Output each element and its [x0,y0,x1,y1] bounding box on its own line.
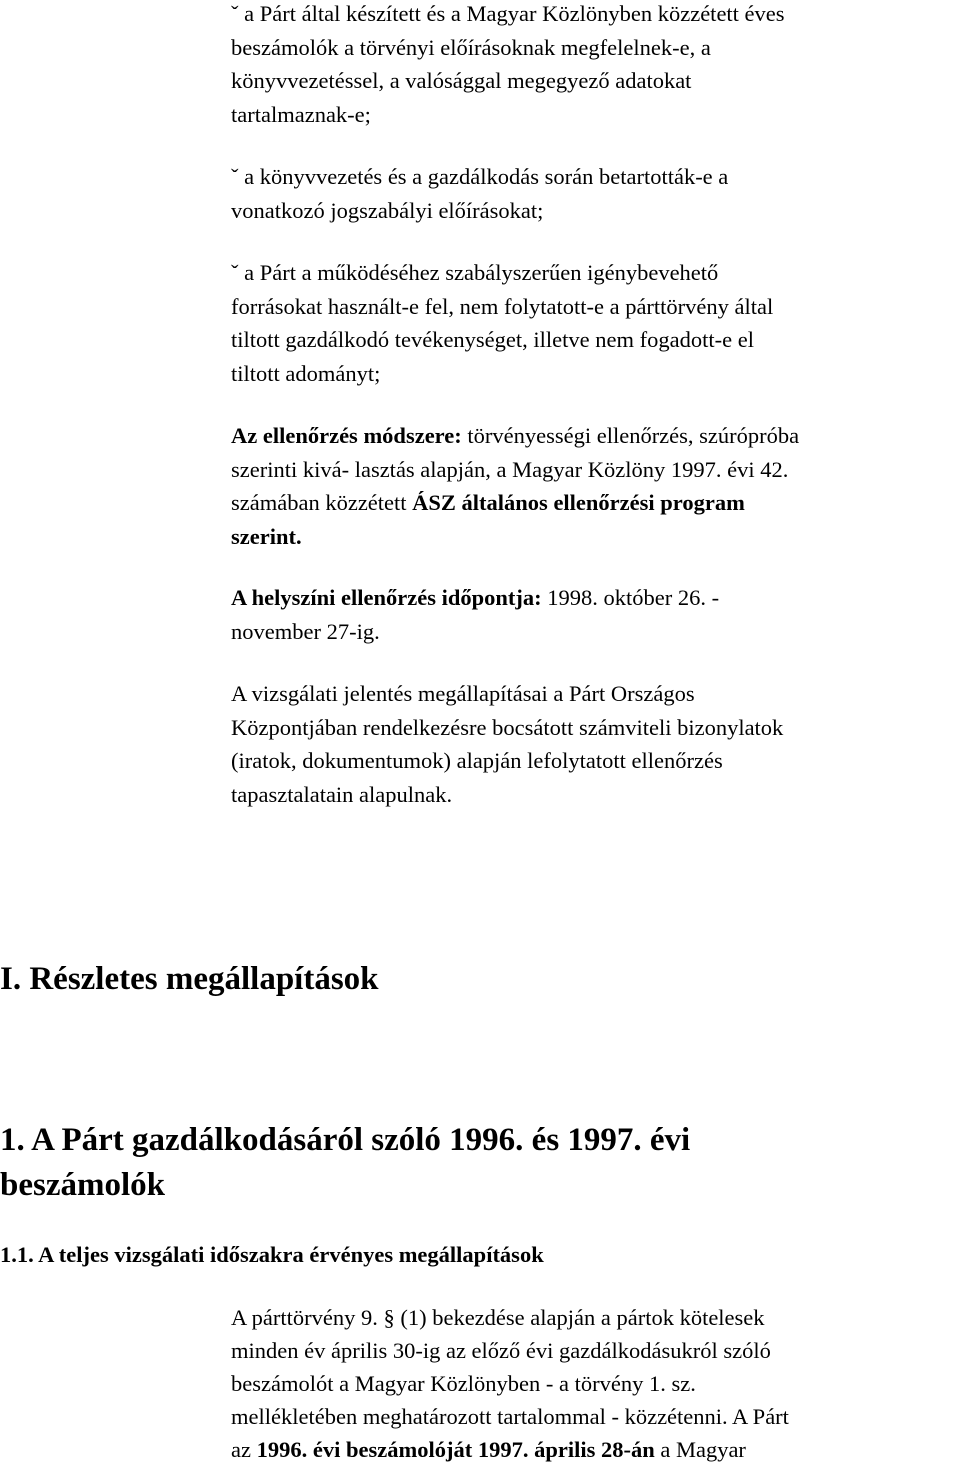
chapter-heading-line: beszámolók [0,1167,165,1203]
bullet-text-line: tartalmaznak-e; [231,101,371,127]
method-label: Az ellenőrzés módszere: [231,423,462,448]
method-text: számában közzétett [231,490,407,515]
bullet-text-line: a könyvvezetés és a gazdálkodás során betartották-e a [244,164,729,189]
law-text-bold: 1996. évi beszámolóját 1997. április 28-án [256,1437,655,1462]
bullet-item-3 [231,256,960,390]
bullet-text-line: könyvvezetéssel, a valósággal megegyező adatokat [231,68,692,93]
law-text-line: mellékletében meghatározott tartalommal - közzétenni. A Párt [231,1404,789,1429]
method-paragraph [231,419,960,553]
timing-paragraph [231,581,960,648]
program-name: ÁSZ általános ellenőrzési program [412,490,745,515]
law-text: az [231,1437,251,1462]
basis-paragraph [231,677,960,811]
bullet-text-line: tiltott gazdálkodó tevékenységet, illetve nem fogadott-e el [231,327,754,352]
basis-text-line: A vizsgálati jelentés megállapításai a Párt Országos [231,681,695,706]
chapter-heading-line: 1. A Párt gazdálkodásáról szóló 1996. és 1997. évi [0,1122,691,1158]
law-paragraph [231,1301,960,1466]
bullet-text-line: tiltott adományt; [231,360,381,386]
basis-text-line: tapasztalatain alapulnak. [231,781,453,807]
timing-text: november 27-ig. [231,618,380,644]
basis-text-line: (iratok, dokumentumok) alapján lefolytatott ellenőrzés [231,748,723,773]
method-text: szerinti kivá- lasztás alapján, a Magyar Közlöny 1997. évi 42. [231,456,789,482]
law-text-line: beszámolót a Magyar Közlönyben - a törvény 1. sz. [231,1371,696,1396]
bullet-marker: ˇ [231,260,239,285]
law-text: a Magyar [660,1437,746,1462]
timing-text: 1998. október 26. - [547,585,720,610]
bullet-text-line: vonatkozó jogszabályi előírásokat; [231,197,544,223]
bullet-marker: ˇ [231,164,239,189]
bullet-text-line: a Párt által készített és a Magyar Közlönyben közzétett éves [244,1,785,26]
method-text: törvényességi ellenőrzés, szúrópróba [467,423,800,448]
bullet-text-line: beszámolók a törvényi előírásoknak megfelelnek-e, a [231,34,711,60]
bullet-marker: ˇ [231,1,239,26]
bullet-item-1 [231,0,960,131]
section-heading: I. Részletes megállapítások [0,961,379,997]
law-text-line: minden év április 30-ig az előző évi gazdálkodásukról szóló [231,1338,771,1363]
timing-label: A helyszíni ellenőrzés időpontja: [231,585,542,610]
bullet-text-line: forrásokat használt-e fel, nem folytatott-e a párttörvény által [231,293,774,319]
method-text-bold: szerint. [231,523,302,549]
bullet-text-line: a Párt a működéséhez szabályszerűen igénybevehető [244,260,719,285]
subsection-heading: 1.1. A teljes vizsgálati időszakra érvényes megállapítások [0,1242,544,1267]
basis-text-line: Központjában rendelkezésre bocsátott számviteli bizonylatok [231,714,784,740]
bullet-item-2 [231,160,960,227]
chapter-heading [0,1118,960,1208]
law-text-line: A párttörvény 9. § (1) bekezdése alapján a pártok kötelesek [231,1305,765,1330]
